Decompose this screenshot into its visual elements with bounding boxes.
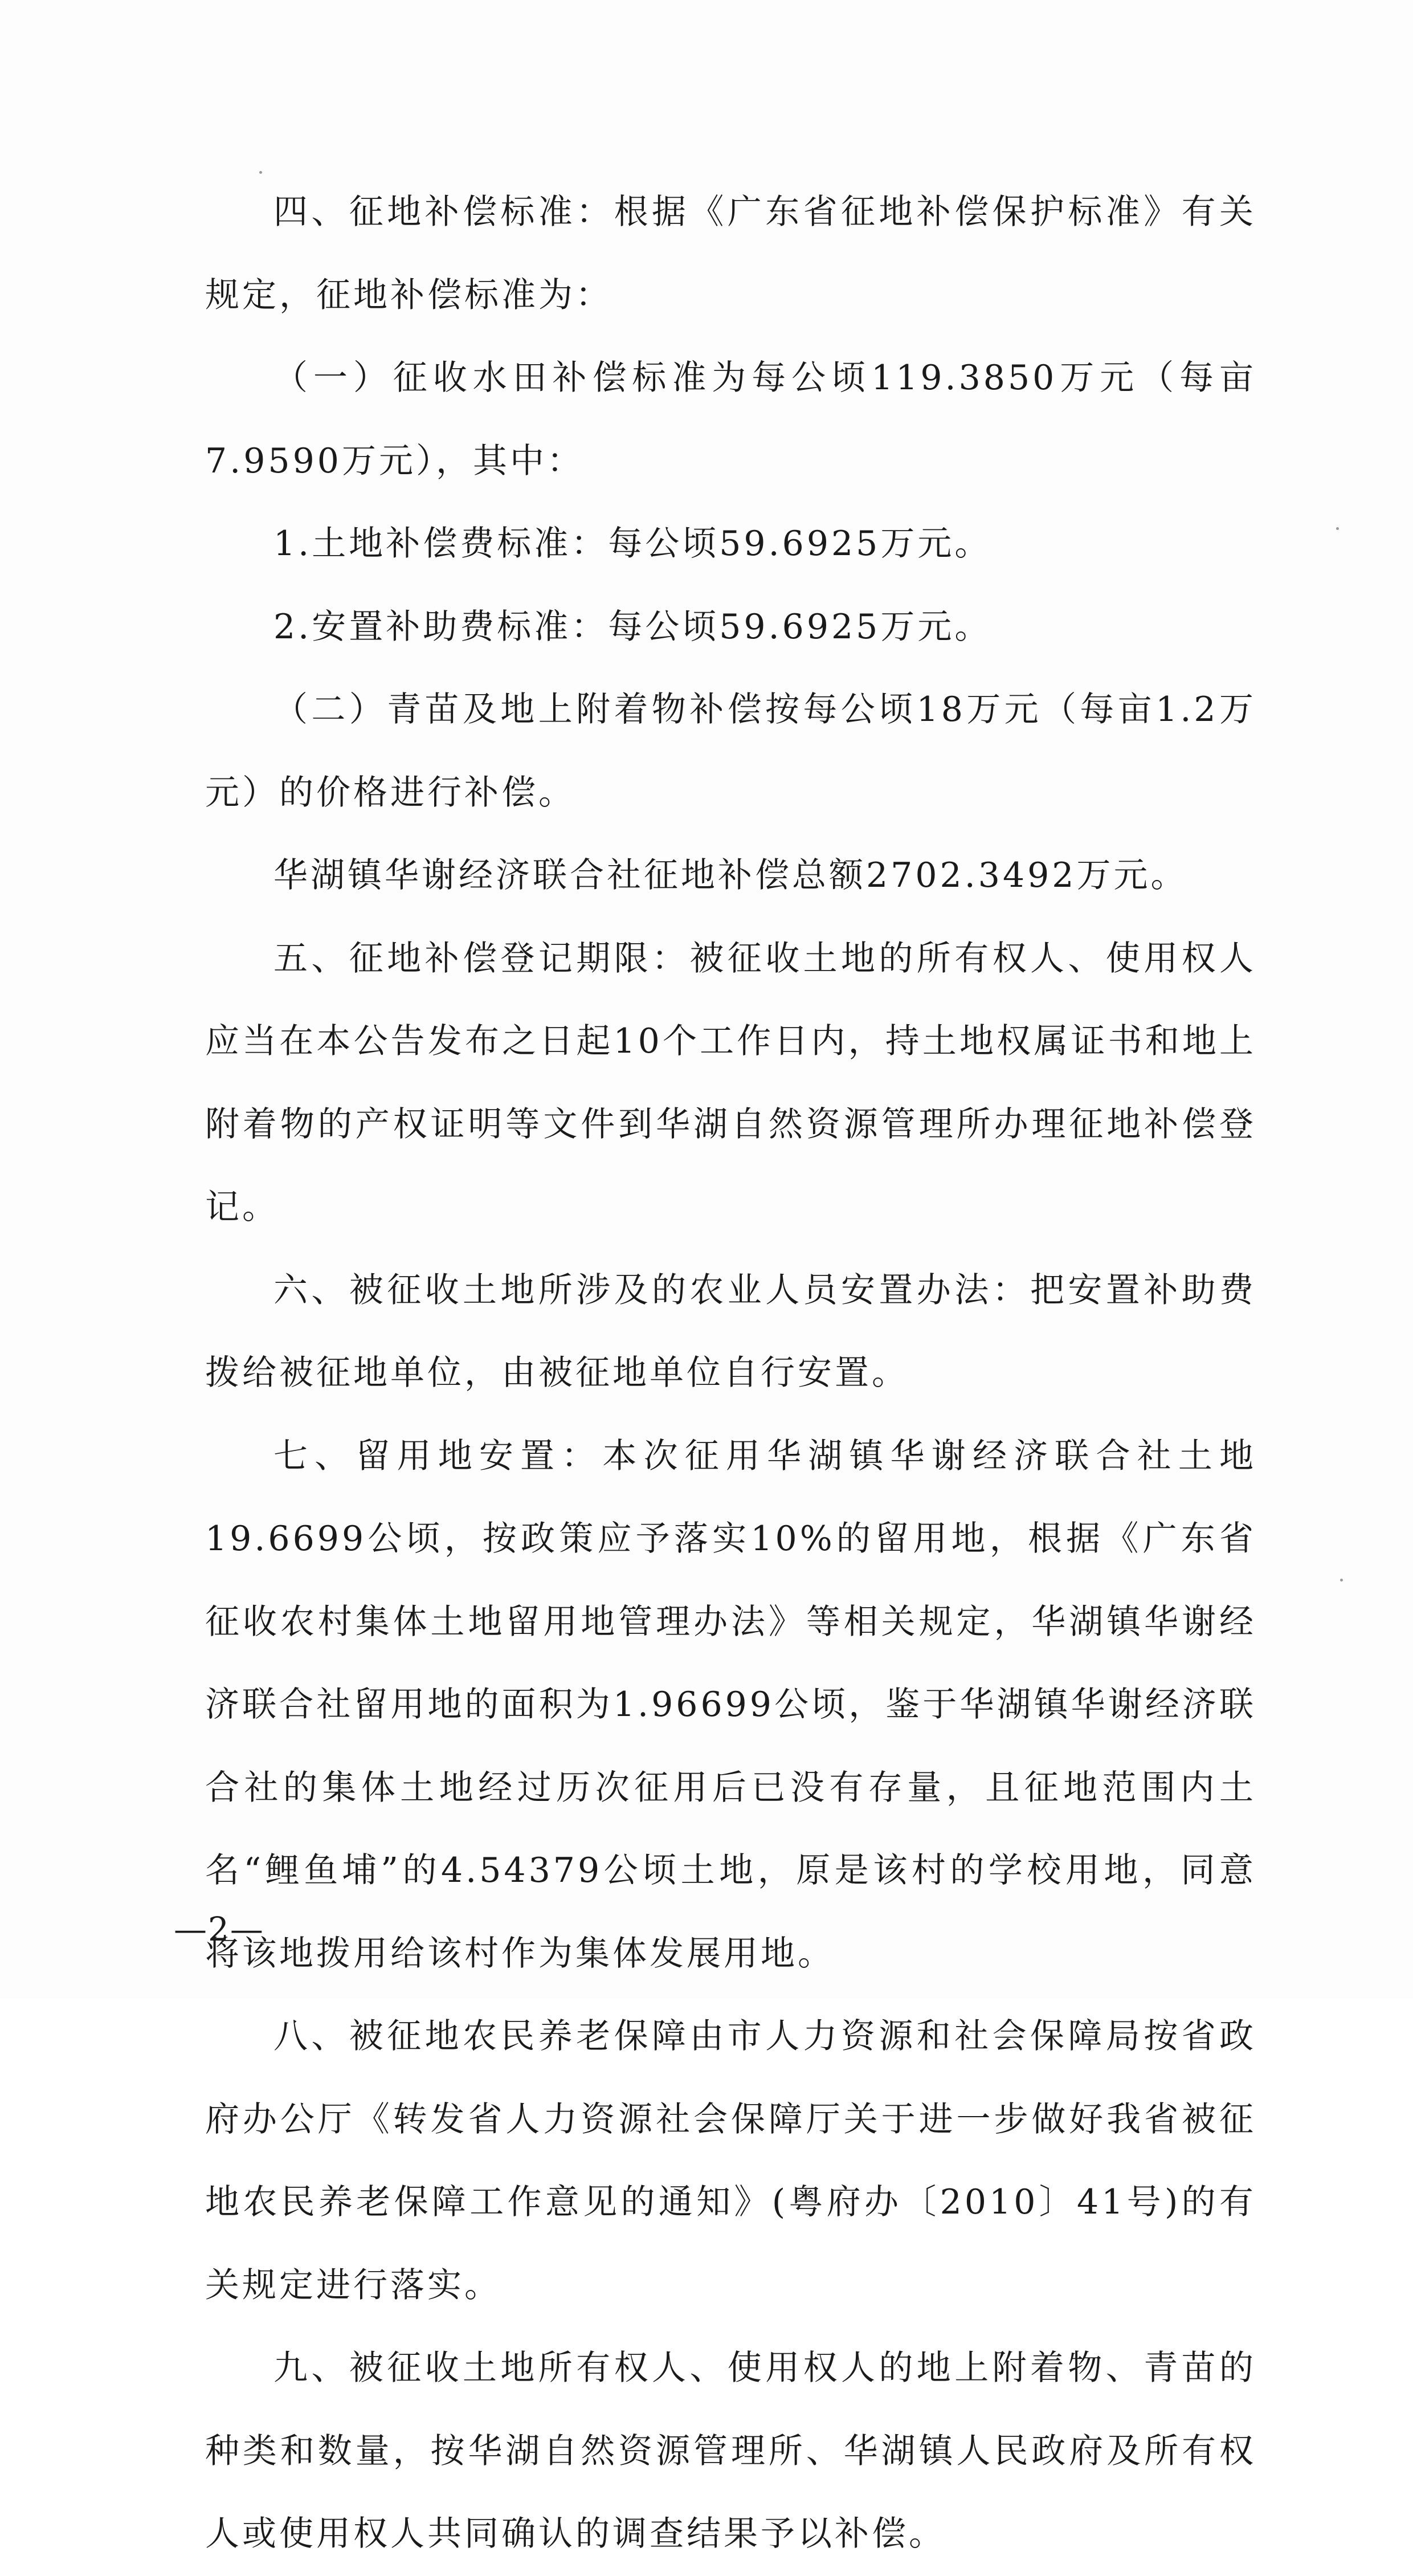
page-number: —2— xyxy=(174,1910,264,1949)
paragraph-crops-attachments: （二）青苗及地上附着物补偿按每公顷18万元（每亩1.2万元）的价格进行补偿。 xyxy=(205,690,1256,813)
paragraph-land-compensation-fee: 1.土地补偿费标准：每公顷59.6925万元。 xyxy=(273,524,992,564)
scan-speck xyxy=(1340,1579,1343,1582)
paragraph-compensation-standard: 四、征地补偿标准：根据《广东省征地补偿保护标准》有关规定，征地补偿标准为： xyxy=(205,192,1256,315)
paragraph-registration-period: 五、征地补偿登记期限：被征收土地的所有权人、使用权人应当在本公告发布之日起10个工作日内，持土地权属证书和地上附着物的产权证明等文件到华湖自然资源管理所办理征地补偿登记。 xyxy=(205,938,1256,1227)
scan-speck xyxy=(1336,527,1339,530)
paragraph-attachment-survey: 九、被征收土地所有权人、使用权人的地上附着物、青苗的种类和数量，按华湖自然资源管理所、华湖镇人民政府及所有权人或使用权人共同确认的调查结果予以补偿。 xyxy=(205,2348,1256,2554)
paragraph-pension-security: 八、被征地农民养老保障由市人力资源和社会保障局按省政府办公厅《转发省人力资源社会保障厅关于进一步做好我省被征地农民养老保障工作意见的通知》(粤府办〔2010〕41号)的有关规定进行落实。 xyxy=(205,2016,1256,2305)
document-body xyxy=(205,171,1256,2576)
paragraph-total-compensation: 华湖镇华谢经济联合社征地补偿总额2702.3492万元。 xyxy=(273,855,1188,895)
paragraph-paddy-field-standard: （一）征收水田补偿标准为每公顷119.3850万元（每亩7.9590万元），其中： xyxy=(205,358,1256,481)
paragraph-agricultural-resettlement: 六、被征收土地所涉及的农业人员安置办法：把安置补助费拨给被征地单位，由被征地单位自行安置。 xyxy=(205,1270,1256,1393)
paragraph-reserved-land: 七、留用地安置：本次征用华湖镇华谢经济联合社土地19.6699公顷，按政策应予落实10%的留用地，根据《广东省征收农村集体土地留用地管理办法》等相关规定，华湖镇华谢经济联合社留用地的面积为1.96699公顷，鉴于华湖镇华谢经济联合社的集体土地经过历次征用后已没有存量，且征地范围内土名“鲤鱼埔”的4.54379公顷土地，原是该村的学校用地，同意将该地拨用给该村作为集体发展用地。 xyxy=(205,1436,1256,1974)
paragraph-resettlement-subsidy: 2.安置补助费标准：每公顷59.6925万元。 xyxy=(273,606,992,647)
